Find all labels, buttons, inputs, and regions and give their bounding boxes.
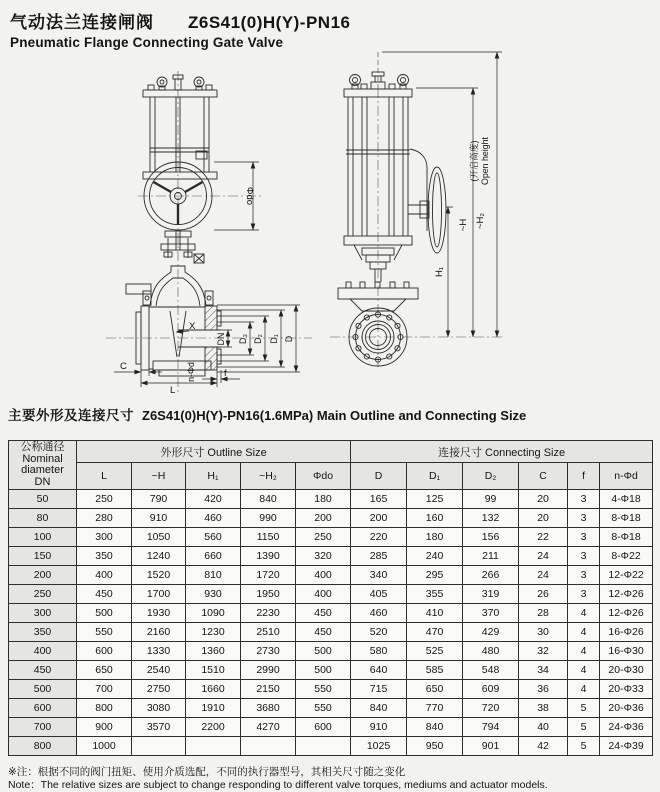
cell-value: 355	[407, 585, 463, 604]
page-header	[10, 8, 351, 50]
dim-label-x: X	[189, 321, 196, 332]
table-row	[9, 718, 653, 737]
cell-value: 319	[463, 585, 519, 604]
cell-value: 4	[568, 680, 600, 699]
cell-value: 901	[463, 737, 519, 756]
dim-label-n-phi-d: n-Φd	[186, 362, 196, 382]
dn-header-line: DN	[34, 475, 51, 488]
cell-value: 800	[77, 699, 132, 718]
table-row	[9, 566, 653, 585]
cell-value: 370	[463, 604, 519, 623]
dim-label-open-height-zh: (开启高度)	[469, 140, 479, 182]
cell-value: 2750	[132, 680, 186, 699]
cell-value: 609	[463, 680, 519, 699]
section-title-en: Z6S41(0)H(Y)-PN16(1.6MPa) Main Outline and Connecting Size	[142, 408, 527, 423]
cell-value: 5	[568, 699, 600, 718]
cell-value: 40	[519, 718, 568, 737]
cell-value: 8-Φ18	[600, 509, 653, 528]
cell-value: 320	[296, 547, 351, 566]
cell-value: 1720	[241, 566, 296, 585]
cell-value: 32	[519, 642, 568, 661]
cell-value: 500	[77, 604, 132, 623]
cell-value: 240	[407, 547, 463, 566]
cell-value: 200	[351, 509, 407, 528]
actuator-frame-front	[143, 75, 217, 179]
header-outline-size: 外形尺寸 Outline Size	[77, 441, 351, 463]
table-row	[9, 661, 653, 680]
page-title-zh: 气动法兰连接闸阀	[10, 13, 154, 32]
table-row	[9, 623, 653, 642]
cell-value: 250	[77, 490, 132, 509]
cell-value: 1025	[351, 737, 407, 756]
dim-label-open-height-en: Open height	[480, 137, 490, 185]
cell-value: 580	[351, 642, 407, 661]
cell-value: 930	[186, 585, 241, 604]
cell-value: 1230	[186, 623, 241, 642]
cell-value: 1950	[241, 585, 296, 604]
cell-value: 1240	[132, 547, 186, 566]
cell-value: 650	[407, 680, 463, 699]
cell-dn: 500	[9, 680, 77, 699]
cell-value: 180	[296, 490, 351, 509]
cell-value: 400	[296, 566, 351, 585]
cell-value: 550	[296, 680, 351, 699]
cell-value: 790	[132, 490, 186, 509]
cell-value: 1390	[241, 547, 296, 566]
cell-value: 340	[351, 566, 407, 585]
table-body	[9, 490, 653, 756]
cell-value: 200	[296, 509, 351, 528]
cell-value: 550	[296, 699, 351, 718]
cell-value: 600	[77, 642, 132, 661]
cell-value: 285	[351, 547, 407, 566]
cell-value: 910	[351, 718, 407, 737]
cell-value: 585	[407, 661, 463, 680]
column-header: L	[77, 463, 132, 490]
cell-value: 4270	[241, 718, 296, 737]
cell-value: 500	[296, 642, 351, 661]
cell-value: 810	[186, 566, 241, 585]
cell-value: 3	[568, 509, 600, 528]
page-title-en: Pneumatic Flange Connecting Gate Valve	[10, 35, 284, 50]
dn-header-line: Nominal	[22, 452, 63, 465]
table-row	[9, 699, 653, 718]
cell-value: 20-Φ30	[600, 661, 653, 680]
cell-value: 500	[296, 661, 351, 680]
cell-value: 20	[519, 490, 568, 509]
cell-value: 770	[407, 699, 463, 718]
cell-dn: 100	[9, 528, 77, 547]
cell-value: 794	[463, 718, 519, 737]
cell-value: 165	[351, 490, 407, 509]
cell-value: 16-Φ26	[600, 623, 653, 642]
cell-value: 560	[186, 528, 241, 547]
cell-value: 1150	[241, 528, 296, 547]
cell-value: 42	[519, 737, 568, 756]
page-title-model: Z6S41(0)H(Y)-PN16	[188, 13, 351, 32]
dn-header-line: 公称通径	[20, 441, 65, 453]
cell-value: 250	[296, 528, 351, 547]
cell-value: 156	[463, 528, 519, 547]
cell-dn: 80	[9, 509, 77, 528]
cell-value: 2230	[241, 604, 296, 623]
table-group-header-row	[9, 441, 653, 463]
cell-value: 990	[241, 509, 296, 528]
cell-value: 99	[463, 490, 519, 509]
cell-value: 715	[351, 680, 407, 699]
cell-value: 2150	[241, 680, 296, 699]
side-view	[330, 52, 504, 367]
dim-label-d3: D₃	[238, 334, 248, 344]
cell-dn: 50	[9, 490, 77, 509]
cell-value: 38	[519, 699, 568, 718]
cell-value: 470	[407, 623, 463, 642]
cell-value: 450	[77, 585, 132, 604]
cell-value: 1520	[132, 566, 186, 585]
cell-value: 3	[568, 585, 600, 604]
front-view	[106, 71, 312, 396]
cell-value: 548	[463, 661, 519, 680]
cell-value: 429	[463, 623, 519, 642]
cell-value: 26	[519, 585, 568, 604]
dim-label-c: C	[120, 361, 127, 372]
cell-dn: 450	[9, 661, 77, 680]
cell-value: 3680	[241, 699, 296, 718]
cell-dn: 250	[9, 585, 77, 604]
dim-heights	[382, 52, 502, 337]
cell-dn: 700	[9, 718, 77, 737]
cell-value	[296, 737, 351, 756]
column-header: H₁	[186, 463, 241, 490]
bonnet-front	[126, 230, 213, 306]
cell-value: 4	[568, 661, 600, 680]
cell-value: 20-Φ33	[600, 680, 653, 699]
column-header: D	[351, 463, 407, 490]
note-zh: ※注：根据不同的阀门扭矩、使用介质选配，不同的执行器型号，其相关尺寸随之变化	[8, 766, 406, 778]
cell-value: 450	[296, 623, 351, 642]
cell-value: 400	[77, 566, 132, 585]
cell-value: 910	[132, 509, 186, 528]
cell-value: 1700	[132, 585, 186, 604]
cell-value: 220	[351, 528, 407, 547]
dim-label-h: ~H	[458, 218, 469, 232]
cell-dn: 800	[9, 737, 77, 756]
table-row	[9, 528, 653, 547]
cell-value: 125	[407, 490, 463, 509]
table-column-header-row	[9, 463, 653, 490]
cell-value: 24	[519, 547, 568, 566]
cell-value: 1330	[132, 642, 186, 661]
cell-value: 24-Φ36	[600, 718, 653, 737]
dim-label-h2: ~H₂	[475, 212, 486, 230]
cell-value: 650	[77, 661, 132, 680]
cell-value: 3	[568, 566, 600, 585]
cell-value: 16-Φ30	[600, 642, 653, 661]
column-header: Φdo	[296, 463, 351, 490]
cell-value: 20	[519, 509, 568, 528]
cell-value: 350	[77, 547, 132, 566]
cell-value: 3	[568, 547, 600, 566]
table-row	[9, 604, 653, 623]
cell-value: 1360	[186, 642, 241, 661]
cell-value: 5	[568, 718, 600, 737]
dim-label-d1: D₁	[269, 334, 279, 344]
cell-value: 460	[186, 509, 241, 528]
table-row	[9, 585, 653, 604]
cell-value: 480	[463, 642, 519, 661]
cell-dn: 600	[9, 699, 77, 718]
cell-value: 1090	[186, 604, 241, 623]
column-header: f	[568, 463, 600, 490]
cell-value	[186, 737, 241, 756]
column-header: ~H₂	[241, 463, 296, 490]
cell-value: 3	[568, 528, 600, 547]
cell-value: 1930	[132, 604, 186, 623]
cell-value: 12-Φ26	[600, 585, 653, 604]
dim-label-phi-do: Φdo	[244, 186, 255, 206]
column-header: n-Φd	[600, 463, 653, 490]
table-row	[9, 490, 653, 509]
cell-value: 8-Φ18	[600, 528, 653, 547]
cell-value: 180	[407, 528, 463, 547]
valve-body-front	[136, 306, 221, 376]
cell-value: 600	[296, 718, 351, 737]
column-header: C	[519, 463, 568, 490]
table-row	[9, 642, 653, 661]
cell-value: 12-Φ26	[600, 604, 653, 623]
cell-value: 12-Φ22	[600, 566, 653, 585]
cell-value: 1000	[77, 737, 132, 756]
cell-value: 450	[296, 604, 351, 623]
cell-value: 24-Φ39	[600, 737, 653, 756]
cell-value: 280	[77, 509, 132, 528]
cell-value: 660	[186, 547, 241, 566]
cell-dn: 200	[9, 566, 77, 585]
cell-value: 410	[407, 604, 463, 623]
dim-label-h1: H₁	[434, 266, 445, 278]
cell-value: 900	[77, 718, 132, 737]
cell-value: 3080	[132, 699, 186, 718]
dn-header-line: diameter	[21, 464, 64, 476]
header-nominal-diameter	[9, 441, 77, 490]
cell-value: 22	[519, 528, 568, 547]
cell-value: 2160	[132, 623, 186, 642]
cell-value: 36	[519, 680, 568, 699]
column-header: D₂	[463, 463, 519, 490]
cell-value: 132	[463, 509, 519, 528]
cell-value: 405	[351, 585, 407, 604]
cell-value: 420	[186, 490, 241, 509]
cell-value: 2200	[186, 718, 241, 737]
cell-value: 211	[463, 547, 519, 566]
dim-label-d2: D₂	[253, 334, 263, 344]
valve-technical-drawing	[0, 45, 660, 400]
cell-value: 4-Φ18	[600, 490, 653, 509]
cell-value: 5	[568, 737, 600, 756]
dim-label-l: L	[170, 385, 176, 396]
cell-value: 20-Φ36	[600, 699, 653, 718]
cell-dn: 400	[9, 642, 77, 661]
cell-value: 525	[407, 642, 463, 661]
cell-value: 400	[296, 585, 351, 604]
cell-value	[241, 737, 296, 756]
cell-dn: 300	[9, 604, 77, 623]
cell-value: 3570	[132, 718, 186, 737]
section-title	[8, 404, 526, 425]
cell-value: 840	[241, 490, 296, 509]
cell-value: 950	[407, 737, 463, 756]
cell-value: 550	[77, 623, 132, 642]
cell-value: 34	[519, 661, 568, 680]
note-en: Note：The relative sizes are subject to change responding to different valve torques, mediums and actuator models.	[8, 779, 548, 791]
column-header: D₁	[407, 463, 463, 490]
cell-value: 160	[407, 509, 463, 528]
cell-value: 2730	[241, 642, 296, 661]
cell-dn: 150	[9, 547, 77, 566]
cell-value: 2540	[132, 661, 186, 680]
cell-value: 2510	[241, 623, 296, 642]
cell-value	[132, 737, 186, 756]
cell-value: 840	[407, 718, 463, 737]
cell-value: 1910	[186, 699, 241, 718]
cell-value: 700	[77, 680, 132, 699]
dim-label-f: f	[224, 368, 227, 379]
cell-value: 640	[351, 661, 407, 680]
cell-value: 4	[568, 623, 600, 642]
table-row	[9, 737, 653, 756]
handwheel-side	[408, 149, 446, 253]
cell-value: 8-Φ22	[600, 547, 653, 566]
cell-value: 300	[77, 528, 132, 547]
cell-value: 295	[407, 566, 463, 585]
section-title-zh: 主要外形及连接尺寸	[8, 408, 134, 423]
dim-l	[141, 376, 217, 387]
cell-value: 840	[351, 699, 407, 718]
column-header: ~H	[132, 463, 186, 490]
cell-value: 4	[568, 604, 600, 623]
cell-value: 1510	[186, 661, 241, 680]
table-row	[9, 680, 653, 699]
dimension-table	[8, 440, 653, 756]
table-row	[9, 509, 653, 528]
table-row	[9, 547, 653, 566]
cell-value: 2990	[241, 661, 296, 680]
cell-value: 520	[351, 623, 407, 642]
dim-label-dn: DN	[216, 332, 226, 346]
cell-value: 1050	[132, 528, 186, 547]
cell-value: 460	[351, 604, 407, 623]
cell-value: 30	[519, 623, 568, 642]
cell-value: 3	[568, 490, 600, 509]
cell-value: 1660	[186, 680, 241, 699]
cell-value: 4	[568, 642, 600, 661]
cell-dn: 350	[9, 623, 77, 642]
cell-value: 266	[463, 566, 519, 585]
dim-label-d: D	[284, 335, 294, 343]
cell-value: 28	[519, 604, 568, 623]
cell-value: 720	[463, 699, 519, 718]
header-connecting-size: 连接尺寸 Connecting Size	[351, 441, 653, 463]
cell-value: 24	[519, 566, 568, 585]
